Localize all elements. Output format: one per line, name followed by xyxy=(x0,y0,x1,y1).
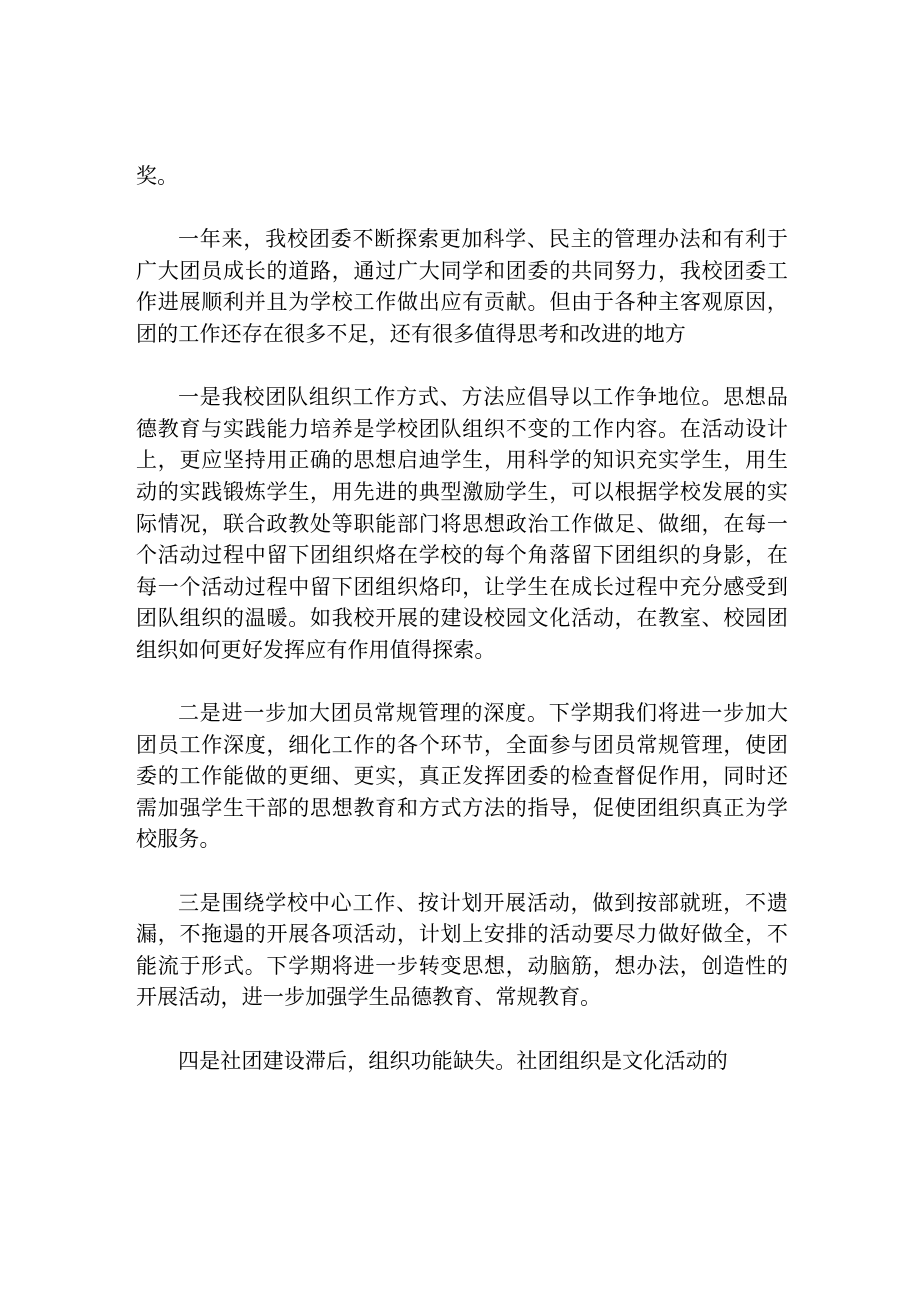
paragraph-gap xyxy=(136,856,788,888)
paragraph-point-four: 四是社团建设滞后，组织功能缺失。社团组织是文化活动的 xyxy=(178,1048,728,1073)
paragraph-point-one: 一是我校团队组织工作方式、方法应倡导以工作争地位。思想品德教育与实践能力培养是学校团队组织不变的工作内容。在活动设计上，更应坚持用正确的思想启迪学生，用科学的知识充实学生，用生动的实践锻炼学生，用先进的典型激励学生，可以根据学校发展的实际情况，联合政教处等职能部门将思想政治工作做足、做细，在每一个活动过程中留下团组织烙在学校的每个角落留下团组织的身影，在每一个活动过程中留下团组织烙印，让学生在成长过程中充分感受到团队组织的温暖。如我校开展的建设校园文化活动，在教室、校园团组织如何更好发挥应有作用值得探索。 xyxy=(136,385,788,662)
paragraph-point-two: 二是进一步加大团员常规管理的深度。下学期我们将进一步加大团员工作深度，细化工作的各个环节，全面参与团员常规管理，使团委的工作能做的更细、更实，真正发挥团委的检查督促作用，同时还需加强学生干部的思想教育和方式方法的指导，促使团组织真正为学校服务。 xyxy=(136,701,788,852)
paragraph-summary: 一年来，我校团委不断探索更加科学、民主的管理办法和有利于广大团员成长的道路，通过广大同学和团委的共同努力，我校团委工作进展顺利并且为学校工作做出应有贡献。但由于各种主客观原因，团的工作还存在很多不足，还有很多值得思考和改进的地方 xyxy=(136,227,788,346)
paragraph-gap xyxy=(136,1014,788,1046)
paragraph-gap xyxy=(136,351,788,383)
document-page xyxy=(136,161,788,1077)
paragraph-gap xyxy=(136,667,788,699)
paragraph-continuation: 奖。 xyxy=(136,164,179,188)
paragraph-gap xyxy=(136,193,788,225)
paragraph-point-three: 三是围绕学校中心工作、按计划开展活动，做到按部就班，不遗漏，不拖遢的开展各项活动，计划上安排的活动要尽力做好做全，不能流于形式。下学期将进一步转变思想，动脑筋，想办法，创造性的开展活动，进一步加强学生品德教育、常规教育。 xyxy=(136,890,788,1010)
